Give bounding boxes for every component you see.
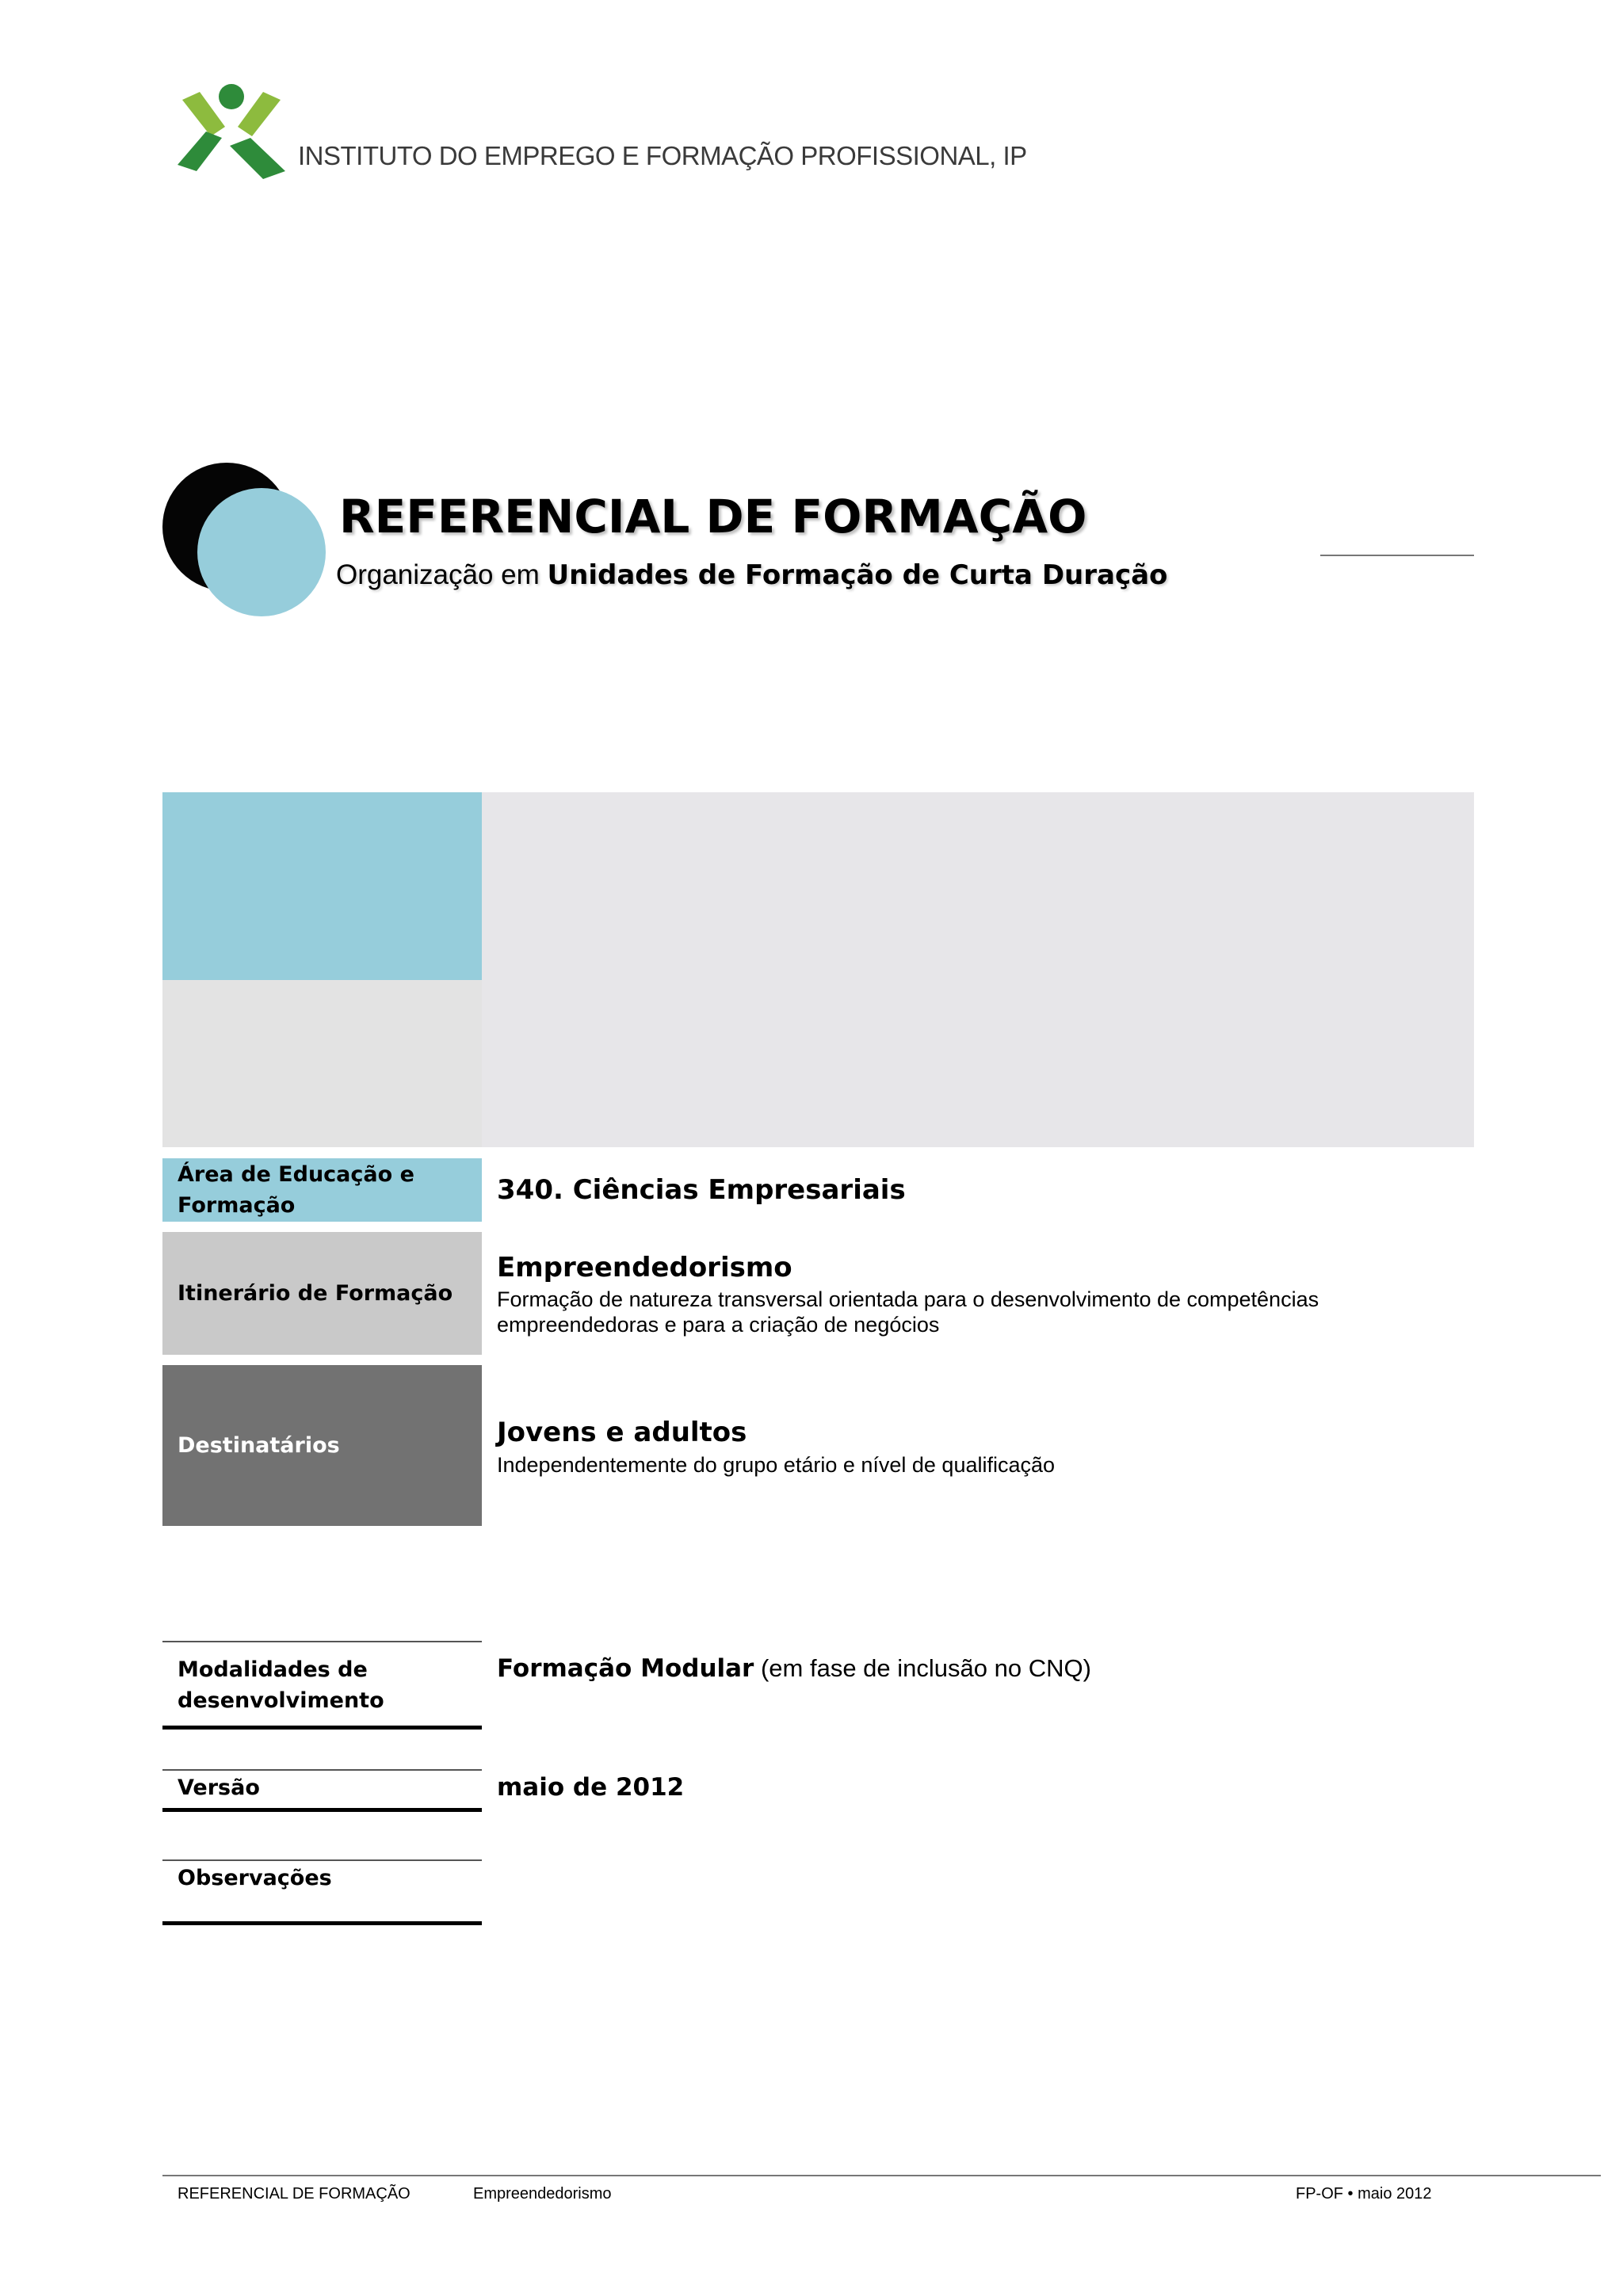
title-rule — [1320, 555, 1474, 556]
document-subtitle: Organização em Unidades de Formação de Curta Duração — [336, 559, 1168, 591]
observacoes-bottom-rule — [162, 1921, 482, 1925]
modalidades-top-rule — [162, 1641, 482, 1642]
destinatarios-label: Destinatários — [162, 1365, 482, 1526]
footer-rule — [162, 2175, 1601, 2176]
itinerario-label: Itinerário de Formação — [162, 1232, 482, 1355]
destinatarios-value: Jovens e adultos — [497, 1417, 747, 1448]
versao-label: Versão — [178, 1775, 260, 1800]
decor-gray-panel — [482, 792, 1474, 1147]
area-value: 340. Ciências Empresariais — [497, 1174, 906, 1206]
observacoes-top-rule — [162, 1859, 482, 1861]
document-title: REFERENCIAL DE FORMAÇÃO — [339, 490, 1087, 543]
decor-blue-block — [162, 792, 482, 980]
footer-right: FP-OF • maio 2012 — [1296, 2185, 1432, 2203]
itinerario-description: Formação de natureza transversal orientada para o desenvolvimento de competências empreendedoras e para a criação de negócios — [497, 1287, 1319, 1337]
iefp-logo-icon — [174, 82, 293, 185]
modalidades-label: Modalidades de desenvolvimento — [178, 1657, 384, 1713]
decor-light-gray-block — [162, 980, 482, 1147]
itinerario-value: Empreendedorismo — [497, 1252, 792, 1283]
destinatarios-description: Independentemente do grupo etário e nível de qualificação — [497, 1453, 1056, 1477]
footer-center: Empreendedorismo — [473, 2185, 612, 2203]
modalidades-bottom-rule — [162, 1726, 482, 1730]
modalidades-value: Formação Modular (em fase de inclusão no CNQ) — [497, 1654, 1091, 1683]
institute-name: INSTITUTO DO EMPREGO E FORMAÇÃO PROFISSIONAL, IP — [298, 141, 1027, 170]
footer-left: REFERENCIAL DE FORMAÇÃO — [178, 2185, 411, 2203]
versao-bottom-rule — [162, 1808, 482, 1812]
observacoes-label: Observações — [178, 1866, 332, 1890]
title-decor-blue-circle — [197, 488, 326, 616]
versao-top-rule — [162, 1769, 482, 1771]
versao-value: maio de 2012 — [497, 1773, 685, 1802]
area-label: Área de Educação e Formação — [162, 1158, 482, 1222]
